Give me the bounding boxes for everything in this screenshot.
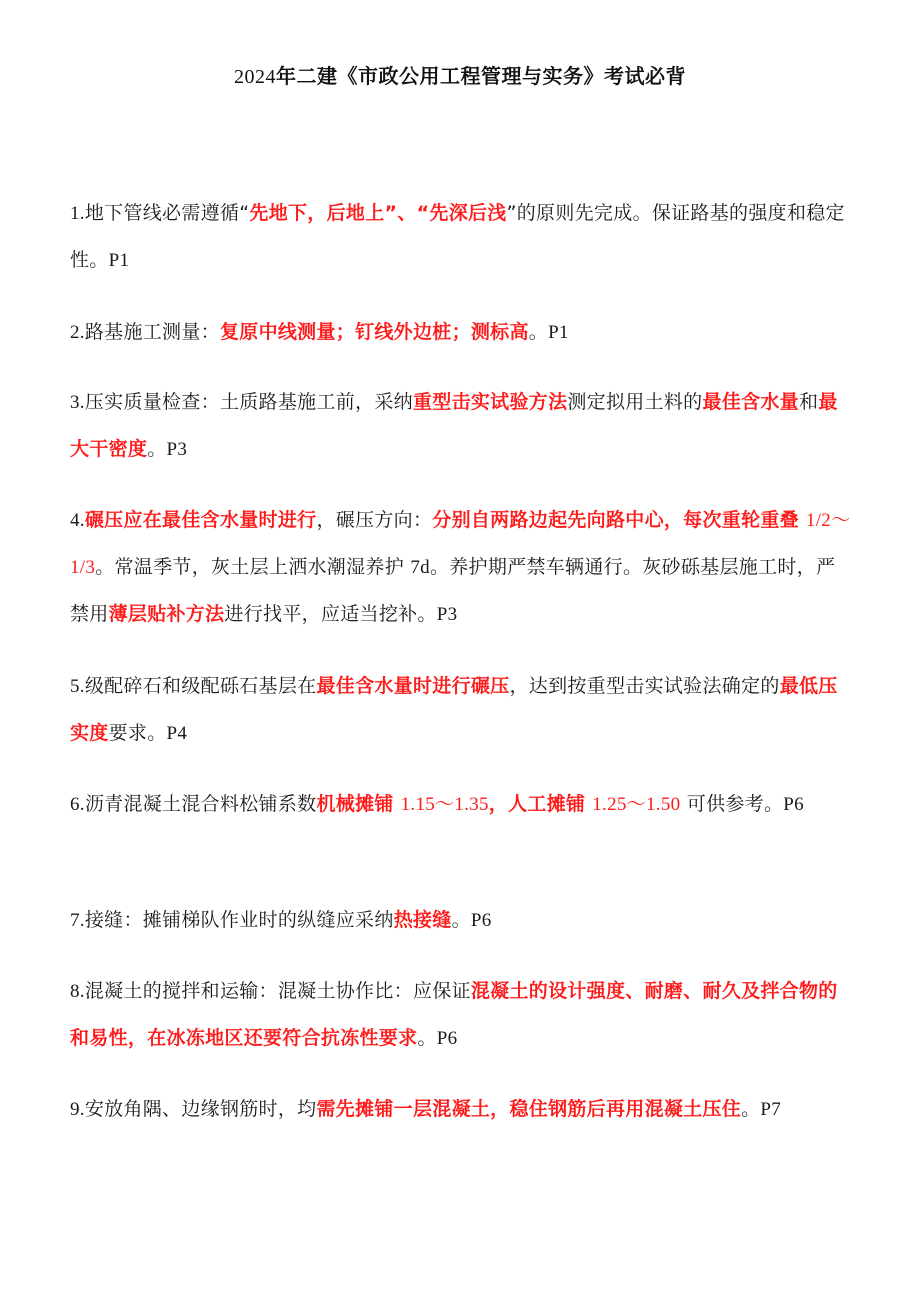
item-text: 地下管线必需遵循“ — [84, 202, 250, 224]
highlighted-text: 分别自两路边起先向路中心，每次重轮重叠 — [432, 509, 806, 531]
item-text: 。常温季节，灰土层上洒水潮湿养护 — [95, 556, 411, 578]
item-text: 7d — [410, 557, 430, 578]
page-reference: P7 — [760, 1099, 782, 1120]
list-item — [70, 897, 852, 944]
page-reference: P1 — [548, 322, 569, 343]
item-number: 8. — [70, 981, 85, 1002]
highlighted-text: 最佳含水量时进行碾压 — [316, 675, 510, 697]
list-item — [70, 379, 852, 473]
item-number: 3. — [70, 392, 85, 413]
highlighted-text: 碾压应在最佳含水量时进行 — [84, 509, 317, 531]
page-reference: P1 — [108, 250, 130, 271]
item-number: 7. — [70, 910, 85, 931]
item-text: 。 — [417, 1027, 437, 1049]
item-text: 要求。 — [108, 722, 167, 744]
item-text: 压实质量检查：土质路基施工前，采纳 — [84, 391, 413, 413]
item-number: 5. — [70, 676, 85, 697]
highlighted-text: 需先摊铺一层混凝土，稳住钢筋后再用混凝土压住 — [316, 1098, 742, 1120]
item-text: 沥青混凝土混合料松铺系数 — [84, 793, 317, 815]
highlighted-text: 1.25～1.50 — [592, 794, 681, 815]
list-item — [70, 968, 852, 1062]
item-text: 。 — [528, 321, 549, 343]
item-text: 路基施工测量： — [84, 321, 220, 343]
highlighted-text: 热接缝 — [393, 909, 452, 931]
highlighted-text: 混凝土的设计强度、耐磨、耐久及拌合物的和易性，在冰冻地区还要符合抗冻性要求 — [70, 980, 838, 1049]
list-item — [70, 663, 852, 757]
item-text: 混凝土的搅拌和运输：混凝土协作比：应保证 — [84, 980, 471, 1002]
title-year: 2024 — [234, 66, 276, 88]
item-number: 9. — [70, 1099, 85, 1120]
list-item — [70, 309, 852, 356]
list-item — [70, 190, 852, 284]
highlighted-text: ”、“ — [384, 202, 430, 224]
item-number: 6. — [70, 794, 85, 815]
item-text: 接缝：摊铺梯队作业时的纵缝应采纳 — [84, 909, 394, 931]
page-reference: P6 — [436, 1028, 458, 1049]
item-text: 。 — [741, 1098, 761, 1120]
item-text: 级配碎石和级配砾石基层在 — [84, 675, 317, 697]
item-text: 进行找平，应适当挖补。 — [224, 603, 437, 625]
highlighted-text: 最佳含水量 — [702, 391, 799, 413]
item-number: 4. — [70, 510, 85, 531]
page-reference: P6 — [470, 910, 492, 931]
page-reference: P4 — [166, 723, 188, 744]
highlighted-text: 先地下，后地上 — [249, 202, 385, 224]
list-item — [70, 1086, 852, 1133]
item-text: 可供参考。 — [680, 793, 784, 815]
highlighted-text: ， — [488, 793, 509, 815]
highlighted-text: 1.15～1.35 — [400, 794, 489, 815]
highlighted-text: 最大干密度 — [70, 391, 838, 460]
highlighted-text: 最低压实度 — [70, 675, 838, 744]
page-reference: P3 — [436, 604, 458, 625]
item-text: 安放角隅、边缘钢筋时，均 — [84, 1098, 317, 1120]
item-text: 。养护期严禁车辆通行。灰砂砾基层施工时，严禁用 — [70, 556, 836, 625]
title-text: 年二建《市政公用工程管理与实务》考试必背 — [276, 64, 686, 88]
highlighted-text: 人工摊铺 — [508, 793, 593, 815]
item-text: 测定拟用土料的 — [567, 391, 703, 413]
page-title — [0, 60, 920, 89]
page-reference: P6 — [783, 794, 804, 815]
item-text: ”的原则先完成。保证路基的强度和稳定性。 — [70, 202, 845, 271]
item-number: 2. — [70, 322, 85, 343]
item-text: 和 — [799, 391, 819, 413]
highlighted-text: 先深后浅 — [429, 202, 507, 224]
list-item — [70, 497, 852, 638]
item-number: 1. — [70, 203, 85, 224]
highlighted-text: 复原中线测量；钉线外边桩；测标高 — [219, 321, 529, 343]
highlighted-text: 重型击实试验方法 — [412, 391, 568, 413]
list-item — [70, 781, 852, 828]
item-text: ，碾压方向： — [316, 509, 433, 531]
item-text: 。 — [147, 438, 167, 460]
highlighted-text: 机械摊铺 — [316, 793, 401, 815]
item-text: 。 — [451, 909, 471, 931]
item-text: ，达到按重型击实试验法确定的 — [509, 675, 780, 697]
highlighted-text: 1/2～1/3 — [70, 510, 851, 578]
highlighted-text: 薄层贴补方法 — [108, 603, 225, 625]
page-reference: P3 — [166, 439, 188, 460]
